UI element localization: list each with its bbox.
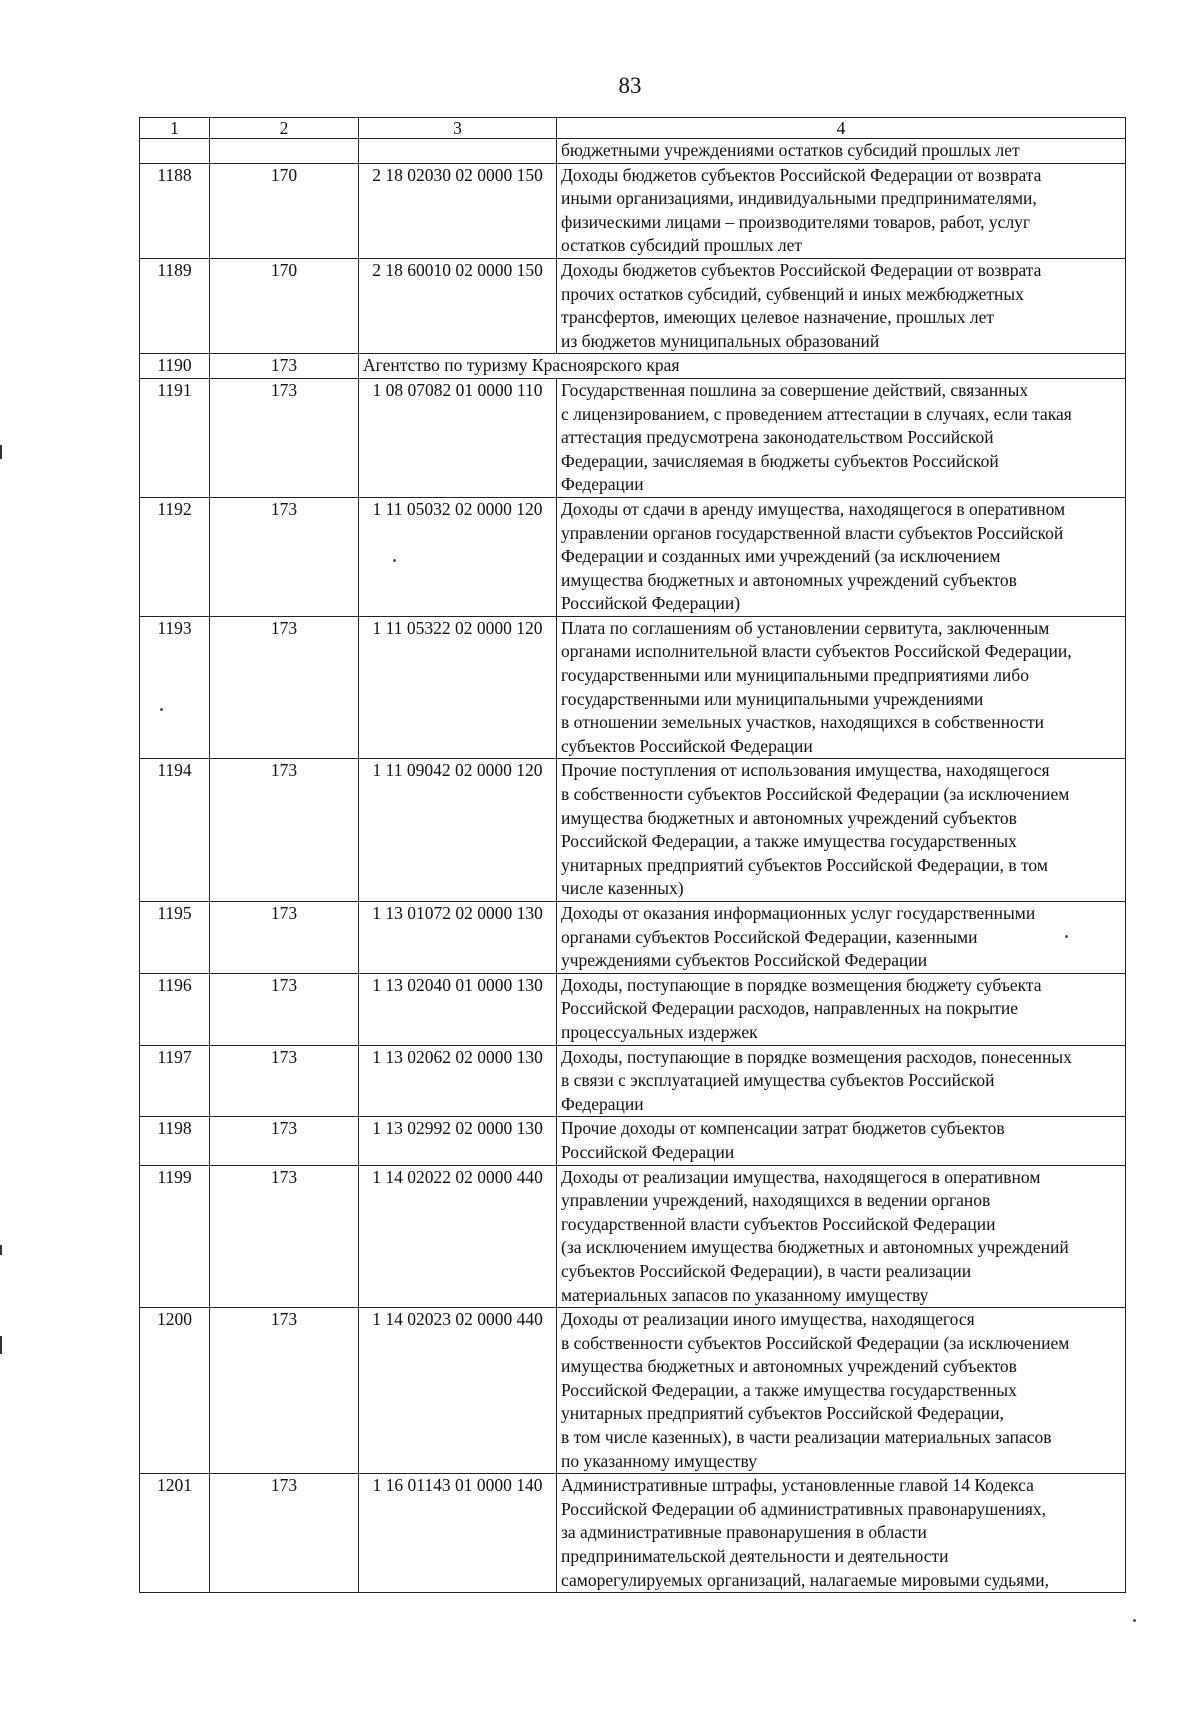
revenue-name-line: Доходы бюджетов субъектов Российской Федерации от возврата: [561, 259, 1042, 280]
administrator-code-cell: 173: [210, 759, 359, 902]
revenue-name-line: Доходы от сдачи в аренду имущества, находящегося в оперативном: [561, 498, 1066, 519]
revenue-code-cell: 1 14 02023 02 0000 440: [359, 1308, 557, 1474]
revenue-code-cell: 2 18 02030 02 0000 150: [359, 163, 557, 258]
administrator-code-cell: 173: [210, 616, 359, 759]
row-number-cell: 1198: [140, 1117, 210, 1165]
revenue-name-cell: [557, 1474, 1126, 1593]
revenue-name-line: числе казенных): [561, 878, 684, 899]
revenue-name-line: управлении учреждений, находящихся в ведении органов: [561, 1190, 991, 1211]
row-number-cell: 1197: [140, 1045, 210, 1117]
revenue-name-line: Российской Федерации: [561, 1141, 735, 1162]
revenue-name-cell: [557, 902, 1126, 974]
revenue-name-line: Доходы от оказания информационных услуг государственными: [561, 903, 1036, 923]
row-number-cell: 1195: [140, 902, 210, 974]
row-number-cell: [140, 139, 210, 164]
row-number-cell: 1196: [140, 973, 210, 1045]
row-number-cell: 1194: [140, 759, 210, 902]
revenue-name-line: Федерации: [561, 1093, 644, 1114]
column-header-2: 2: [210, 118, 359, 139]
revenue-name-line: материальных запасов по указанному имуществу: [561, 1284, 929, 1305]
revenue-name-line: Прочие доходы от компенсации затрат бюджетов субъектов: [561, 1118, 1005, 1139]
row-number-cell: 1201: [140, 1474, 210, 1593]
revenue-code-cell: 1 16 01143 01 0000 140: [359, 1474, 557, 1593]
revenue-name-line: Федерации и созданных ими учреждений (за исключением: [561, 546, 1001, 567]
revenue-name-line: в отношении земельных участков, находящихся в собственности: [561, 712, 1045, 733]
revenue-name-line: из бюджетов муниципальных образований: [561, 330, 880, 351]
revenue-name-line: Государственная пошлина за совершение действий, связанных: [561, 379, 1029, 400]
revenue-name-line: имущества бюджетных и автономных учреждений субъектов: [561, 807, 1017, 828]
revenue-name-line: в том числе казенных), в части реализации материальных запасов: [561, 1427, 1052, 1448]
revenue-name-cell: [557, 258, 1126, 353]
revenue-code-cell: 1 13 02040 01 0000 130: [359, 973, 557, 1045]
revenue-code-cell: 1 11 09042 02 0000 120: [359, 759, 557, 902]
revenue-name-line: управлении органов государственной власти субъектов Российской: [561, 522, 1064, 543]
revenue-name-line: бюджетными учреждениями остатков субсидий прошлых лет: [561, 140, 1020, 160]
scan-edge-mark: [0, 1245, 2, 1255]
administrator-code-cell: 173: [210, 497, 359, 616]
column-header-4: 4: [557, 118, 1126, 139]
revenue-name-line: государственными или муниципальными предприятиями либо: [561, 665, 1029, 686]
scan-speck: [393, 559, 396, 562]
table-row: [140, 354, 1126, 379]
revenue-name-line: (за исключением имущества бюджетных и автономных учреждений: [561, 1237, 1069, 1258]
revenue-name-line: субъектов Российской Федерации), в части реализации: [561, 1260, 972, 1281]
table-header-row: [140, 118, 1126, 139]
administrator-code-cell: 173: [210, 1308, 359, 1474]
revenue-name-cell: [557, 1308, 1126, 1474]
table-row: [140, 1308, 1126, 1474]
revenue-name-line: Плата по соглашениям об установлении сервитута, заключенным: [561, 617, 1050, 638]
revenue-name-cell: [557, 497, 1126, 616]
revenue-code-cell: 1 13 02992 02 0000 130: [359, 1117, 557, 1165]
revenue-name-line: Прочие поступления от использования имущества, находящегося: [561, 760, 1050, 781]
revenue-code-cell: 1 13 01072 02 0000 130: [359, 902, 557, 974]
administrator-code-cell: 170: [210, 258, 359, 353]
revenue-name-line: Российской Федерации, а также имущества государственных: [561, 1379, 1017, 1400]
scan-speck: [1133, 1619, 1136, 1622]
administrator-code-cell: 173: [210, 1165, 359, 1308]
revenue-codes-table: [139, 117, 1126, 1593]
revenue-name-line: за административные правонарушения в области: [561, 1522, 927, 1543]
revenue-name-line: Федерации, зачисляемая в бюджеты субъектов Российской: [561, 450, 999, 471]
administrator-code-cell: 173: [210, 354, 359, 379]
revenue-name-line: аттестация предусмотрена законодательством Российской: [561, 427, 994, 448]
revenue-code-cell: 1 08 07082 01 0000 110: [359, 378, 557, 497]
revenue-code-cell: 1 11 05322 02 0000 120: [359, 616, 557, 759]
administrator-code-cell: 173: [210, 973, 359, 1045]
revenue-code-cell: 2 18 60010 02 0000 150: [359, 258, 557, 353]
row-number-cell: 1191: [140, 378, 210, 497]
revenue-name-line: в связи с эксплуатацией имущества субъектов Российской: [561, 1070, 995, 1091]
administrator-code-cell: 173: [210, 1474, 359, 1593]
revenue-code-cell: 1 11 05032 02 0000 120: [359, 497, 557, 616]
revenue-name-line: субъектов Российской Федерации: [561, 735, 813, 756]
table-row: [140, 1117, 1126, 1165]
scan-speck: [1065, 935, 1068, 938]
administrator-code-cell: [210, 139, 359, 164]
revenue-name-line: остатков субсидий прошлых лет: [561, 235, 802, 256]
administrator-code-cell: 173: [210, 1045, 359, 1117]
revenue-name-line: в собственности субъектов Российской Федерации (за исключением: [561, 1332, 1070, 1353]
revenue-name-line: унитарных предприятий субъектов Российской Федерации, в том: [561, 854, 1048, 875]
revenue-name-line: процессуальных издержек: [561, 1021, 758, 1042]
table-row: [140, 163, 1126, 258]
revenue-name-line: саморегулируемых организаций, налагаемые мировыми судьями,: [561, 1569, 1049, 1590]
revenue-name-line: имущества бюджетных и автономных учреждений субъектов: [561, 569, 1017, 590]
revenue-name-line: Российской Федерации об административных правонарушениях,: [561, 1498, 1047, 1519]
revenue-name-line: иными организациями, индивидуальными предпринимателями,: [561, 188, 1037, 209]
row-number-cell: 1189: [140, 258, 210, 353]
row-number-cell: 1190: [140, 354, 210, 379]
agency-name-cell: Агентство по туризму Красноярского края: [359, 354, 1126, 379]
revenue-name-cell: [557, 1117, 1126, 1165]
revenue-name-line: органами исполнительной власти субъектов Российской Федерации,: [561, 641, 1072, 662]
revenue-name-line: Доходы, поступающие в порядке возмещения расходов, понесенных: [561, 1046, 1072, 1067]
revenue-name-line: предпринимательской деятельности и деятельности: [561, 1546, 949, 1567]
revenue-name-line: трансфертов, имеющих целевое назначение, прошлых лет: [561, 307, 995, 328]
table-row: [140, 616, 1126, 759]
revenue-name-line: государственной власти субъектов Российской Федерации: [561, 1213, 996, 1234]
revenue-name-line: Российской Федерации расходов, направленных на покрытие: [561, 998, 1019, 1019]
revenue-name-line: государственными или муниципальными учреждениями: [561, 688, 984, 709]
column-header-1: 1: [140, 118, 210, 139]
scan-speck: [160, 708, 163, 711]
revenue-name-line: имущества бюджетных и автономных учреждений субъектов: [561, 1356, 1017, 1377]
administrator-code-cell: 173: [210, 902, 359, 974]
scan-edge-mark: [0, 445, 2, 459]
revenue-code-cell: 1 13 02062 02 0000 130: [359, 1045, 557, 1117]
revenue-name-line: с лицензированием, с проведением аттестации в случаях, если такая: [561, 403, 1072, 424]
table-row: [140, 1045, 1126, 1117]
administrator-code-cell: 173: [210, 378, 359, 497]
table-row: [140, 1165, 1126, 1308]
revenue-name-cell: [557, 163, 1126, 258]
revenue-name-line: Доходы от реализации иного имущества, находящегося: [561, 1309, 975, 1330]
revenue-name-line: Административные штрафы, установленные главой 14 Кодекса: [561, 1475, 1034, 1496]
row-number-cell: 1199: [140, 1165, 210, 1308]
revenue-name-cell: [557, 759, 1126, 902]
administrator-code-cell: 170: [210, 163, 359, 258]
revenue-name-line: органами субъектов Российской Федерации, казенными: [561, 926, 978, 947]
column-header-3: 3: [359, 118, 557, 139]
row-number-cell: 1193: [140, 616, 210, 759]
revenue-name-line: по указанному имуществу: [561, 1450, 757, 1471]
administrator-code-cell: 173: [210, 1117, 359, 1165]
table-row: [140, 139, 1126, 164]
revenue-name-line: унитарных предприятий субъектов Российской Федерации,: [561, 1403, 1005, 1424]
revenue-code-cell: 1 14 02022 02 0000 440: [359, 1165, 557, 1308]
table-row: [140, 378, 1126, 497]
revenue-name-cell: [557, 378, 1126, 497]
revenue-code-cell: [359, 139, 557, 164]
revenue-name-line: Доходы бюджетов субъектов Российской Федерации от возврата: [561, 164, 1042, 185]
table-row: [140, 258, 1126, 353]
table-row: [140, 902, 1126, 974]
scan-edge-mark: [0, 1336, 2, 1354]
revenue-name-line: Российской Федерации): [561, 593, 741, 614]
revenue-name-line: прочих остатков субсидий, субвенций и иных межбюджетных: [561, 283, 1024, 304]
table-row: [140, 759, 1126, 902]
revenue-name-line: Доходы от реализации имущества, находящегося в оперативном: [561, 1166, 1041, 1187]
revenue-name-cell: [557, 616, 1126, 759]
revenue-name-cell: [557, 139, 1126, 164]
revenue-name-cell: [557, 973, 1126, 1045]
revenue-name-cell: [557, 1045, 1126, 1117]
table-row: [140, 973, 1126, 1045]
revenue-name-line: Российской Федерации, а также имущества государственных: [561, 831, 1017, 852]
revenue-name-cell: [557, 1165, 1126, 1308]
page-number: 83: [618, 73, 642, 98]
revenue-name-line: физическими лицами – производителями товаров, работ, услуг: [561, 211, 1031, 232]
revenue-name-line: Федерации: [561, 474, 644, 495]
row-number-cell: 1188: [140, 163, 210, 258]
table-row: [140, 497, 1126, 616]
revenue-name-line: в собственности субъектов Российской Федерации (за исключением: [561, 784, 1070, 805]
revenue-name-line: Доходы, поступающие в порядке возмещения бюджету субъекта: [561, 974, 1042, 995]
row-number-cell: 1192: [140, 497, 210, 616]
table-row: [140, 1474, 1126, 1593]
table-body: [140, 139, 1126, 1593]
revenue-name-line: учреждениями субъектов Российской Федерации: [561, 950, 928, 971]
row-number-cell: 1200: [140, 1308, 210, 1474]
